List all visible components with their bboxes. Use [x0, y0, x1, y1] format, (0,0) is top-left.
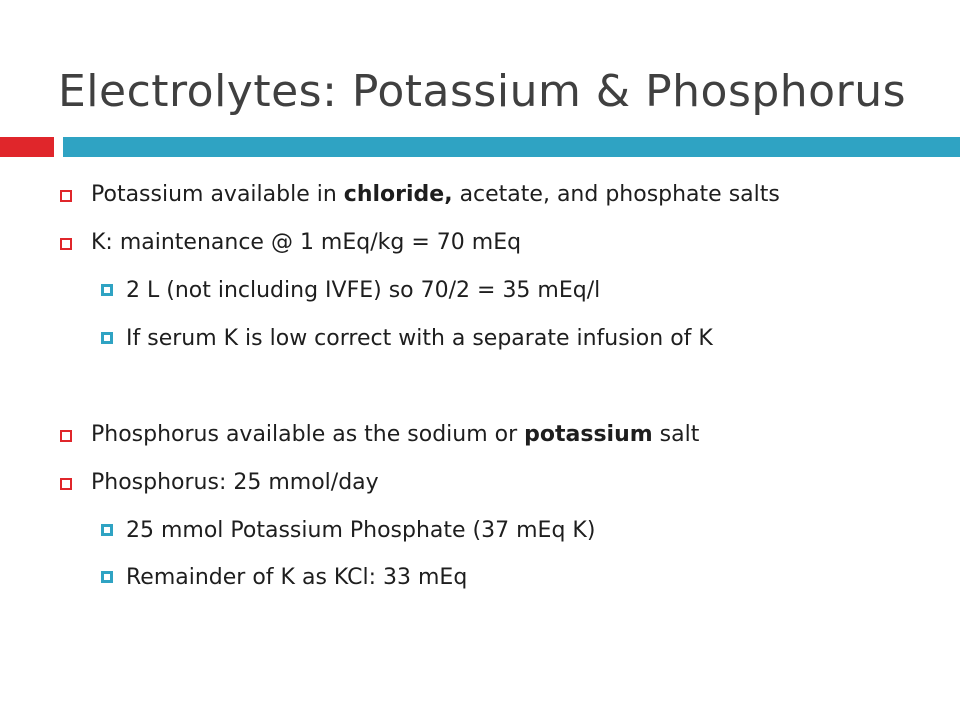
- bullet-item: [60, 418, 940, 451]
- sub-bullet-text: If serum K is low correct with a separate infusion of K: [126, 326, 713, 351]
- sub-bullet-item: [60, 514, 940, 547]
- sub-bullet-text: Remainder of K as KCl: 33 mEq: [126, 565, 468, 590]
- title-accent-bar-blue: [63, 137, 960, 157]
- hollow-square-bullet-icon: [60, 190, 72, 202]
- bullet-text-pre: Phosphorus available as the sodium or: [91, 422, 525, 447]
- filled-square-bullet-icon: [101, 524, 113, 536]
- bullet-text-pre: Potassium available in: [91, 182, 344, 207]
- bullet-text-post: acetate, and phosphate salts: [452, 182, 780, 207]
- bullet-list: [60, 178, 940, 608]
- sub-bullet-text: 2 L (not including IVFE) so 70/2 = 35 mEq/l: [126, 278, 601, 303]
- sub-bullet-item: [60, 561, 940, 594]
- sub-bullet-item: [60, 322, 940, 355]
- title-accent-bar-red: [0, 137, 54, 157]
- bullet-text: K: maintenance @ 1 mEq/kg = 70 mEq: [91, 230, 522, 255]
- bullet-item: [60, 178, 940, 211]
- bullet-text-bold: potassium: [524, 422, 653, 447]
- sub-bullet-text: 25 mmol Potassium Phosphate (37 mEq K): [126, 518, 596, 543]
- bullet-text-post: salt: [652, 422, 700, 447]
- spacer: [60, 370, 940, 418]
- bullet-text-bold: chloride,: [343, 182, 453, 207]
- bullet-text: Phosphorus: 25 mmol/day: [91, 470, 379, 495]
- filled-square-bullet-icon: [101, 571, 113, 583]
- hollow-square-bullet-icon: [60, 478, 72, 490]
- hollow-square-bullet-icon: [60, 430, 72, 442]
- slide-title: Electrolytes: Potassium & Phosphorus: [58, 66, 907, 117]
- bullet-item: [60, 226, 940, 259]
- filled-square-bullet-icon: [101, 332, 113, 344]
- filled-square-bullet-icon: [101, 284, 113, 296]
- bullet-item: [60, 466, 940, 499]
- sub-bullet-item: [60, 274, 940, 307]
- hollow-square-bullet-icon: [60, 238, 72, 250]
